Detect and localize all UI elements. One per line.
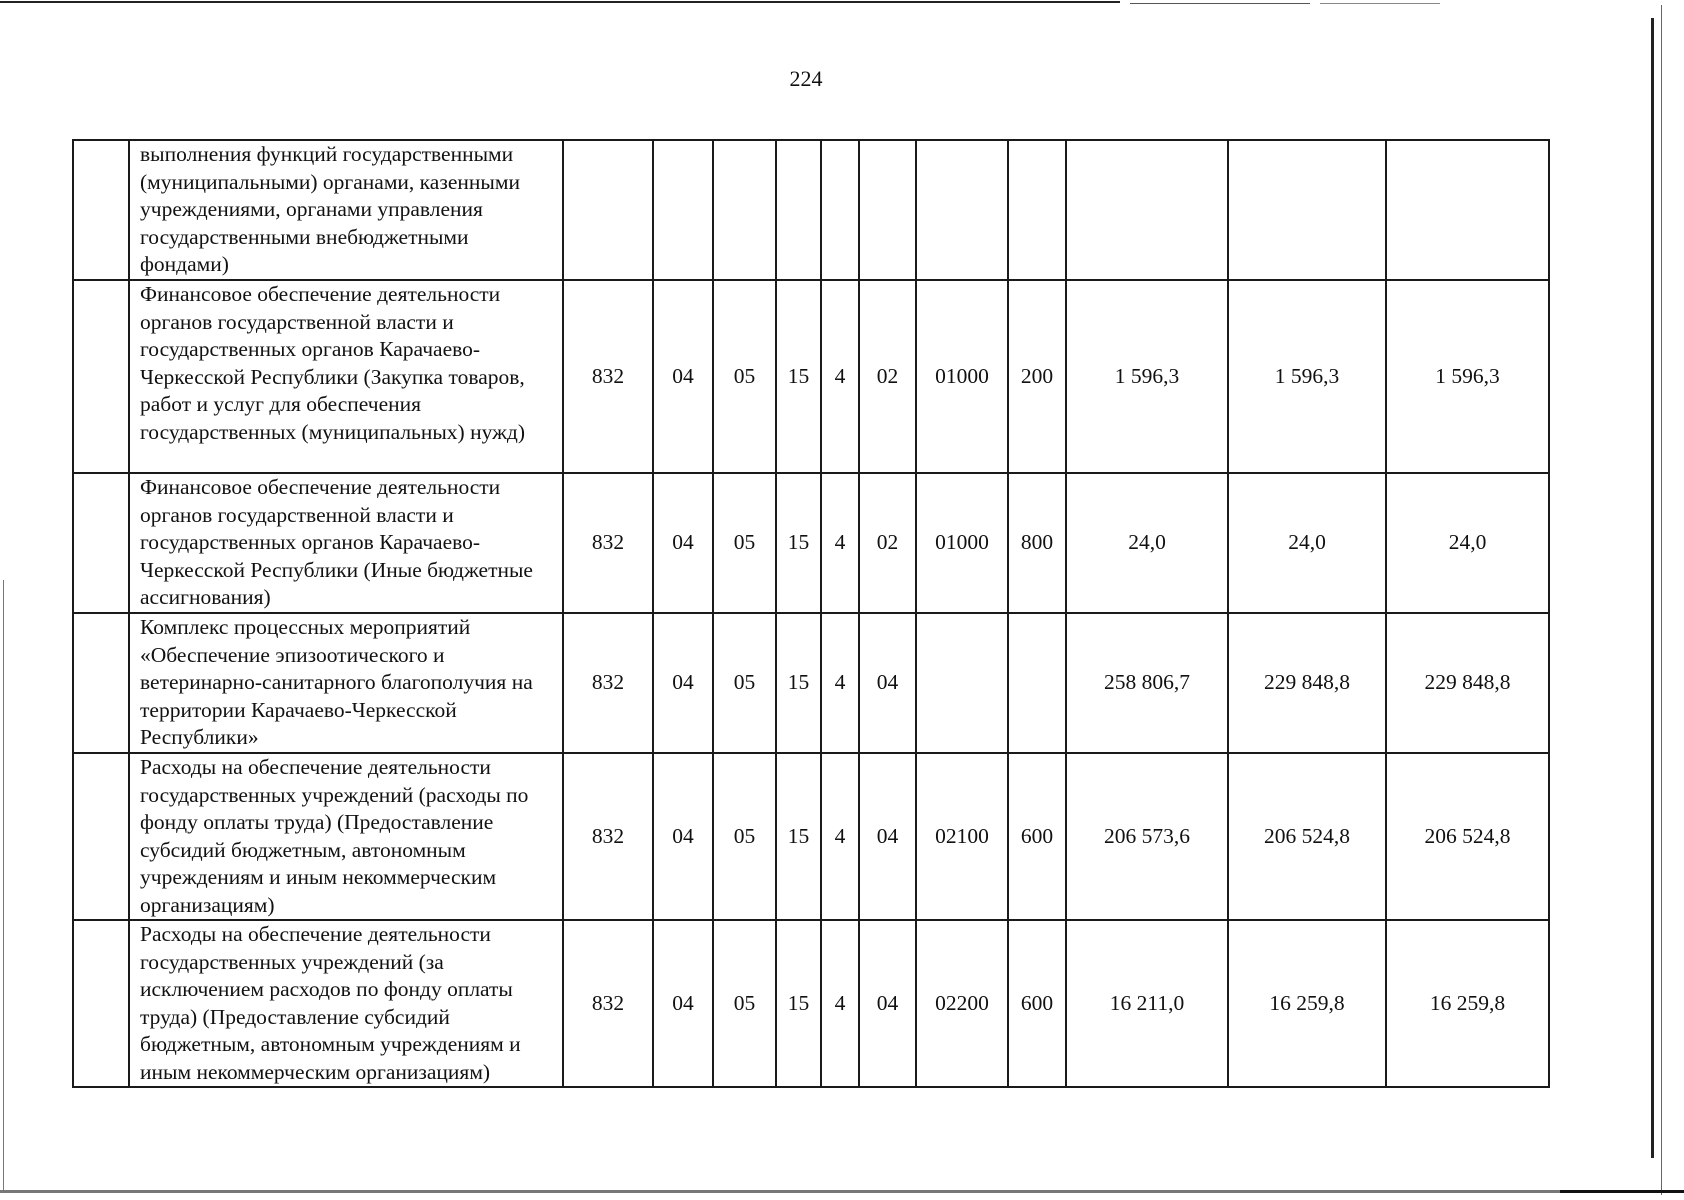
subprogram-code-cell: 4 — [821, 473, 859, 613]
amount-year3-cell: 229 848,8 — [1386, 613, 1549, 753]
main-event-code-cell: 04 — [859, 753, 916, 920]
subprogram-code-cell: 4 — [821, 920, 859, 1087]
scan-bottom-border — [0, 1190, 1684, 1193]
section-code-cell: 04 — [653, 473, 713, 613]
subsection-code-cell: 05 — [713, 753, 776, 920]
section-code-cell: 04 — [653, 280, 713, 473]
subprogram-code-cell — [821, 140, 859, 280]
description-cell: Финансовое обеспечение деятельности органов государственной власти и государственных органов Карачаево-Черкесской Республики (Закупка товаров, работ и услуг для обеспечения государственных (муниципальных) нужд) — [129, 280, 563, 473]
subsection-code-cell: 05 — [713, 280, 776, 473]
amount-year2-cell: 16 259,8 — [1228, 920, 1386, 1087]
subsection-code-cell: 05 — [713, 613, 776, 753]
amount-year3-cell: 1 596,3 — [1386, 280, 1549, 473]
program-code-cell: 15 — [776, 920, 821, 1087]
row-number-cell — [73, 473, 129, 613]
amount-year2-cell — [1228, 140, 1386, 280]
section-code-cell: 04 — [653, 613, 713, 753]
main-event-code-cell — [859, 140, 916, 280]
scan-top-border — [0, 0, 1684, 5]
program-code-cell: 15 — [776, 613, 821, 753]
scan-right-border — [1651, 18, 1654, 1158]
row-number-cell — [73, 140, 129, 280]
amount-year2-cell: 24,0 — [1228, 473, 1386, 613]
expense-type-cell — [1008, 613, 1066, 753]
table-row — [73, 473, 1549, 613]
expense-type-cell: 800 — [1008, 473, 1066, 613]
program-code-cell: 15 — [776, 753, 821, 920]
budget-table — [72, 139, 1550, 1088]
amount-year2-cell: 206 524,8 — [1228, 753, 1386, 920]
description-cell: Комплекс процессных мероприятий «Обеспечение эпизоотического и ветеринарно-санитарного благополучия на территории Карачаево-Черкесской Республики» — [129, 613, 563, 753]
main-event-code-cell: 04 — [859, 613, 916, 753]
direction-code-cell: 02200 — [916, 920, 1008, 1087]
scan-right-edge — [1661, 5, 1662, 1195]
subsection-code-cell: 05 — [713, 920, 776, 1087]
section-code-cell — [653, 140, 713, 280]
table-row — [73, 753, 1549, 920]
ministry-code-cell: 832 — [563, 613, 653, 753]
row-number-cell — [73, 280, 129, 473]
section-code-cell: 04 — [653, 920, 713, 1087]
amount-year1-cell: 16 211,0 — [1066, 920, 1228, 1087]
page-number: 224 — [789, 66, 823, 91]
subprogram-code-cell: 4 — [821, 280, 859, 473]
table-row — [73, 280, 1549, 473]
ministry-code-cell: 832 — [563, 280, 653, 473]
amount-year1-cell: 24,0 — [1066, 473, 1228, 613]
amount-year1-cell: 258 806,7 — [1066, 613, 1228, 753]
amount-year1-cell: 206 573,6 — [1066, 753, 1228, 920]
section-code-cell: 04 — [653, 753, 713, 920]
ministry-code-cell: 832 — [563, 920, 653, 1087]
row-number-cell — [73, 920, 129, 1087]
ministry-code-cell — [563, 140, 653, 280]
row-number-cell — [73, 613, 129, 753]
program-code-cell — [776, 140, 821, 280]
program-code-cell: 15 — [776, 473, 821, 613]
main-event-code-cell: 02 — [859, 473, 916, 613]
direction-code-cell — [916, 613, 1008, 753]
table-row — [73, 920, 1549, 1087]
main-event-code-cell: 04 — [859, 920, 916, 1087]
amount-year3-cell: 206 524,8 — [1386, 753, 1549, 920]
direction-code-cell: 01000 — [916, 473, 1008, 613]
description-cell: выполнения функций государственными (муниципальными) органами, казенными учреждениями, органами управления государственными внебюджетными фондами) — [129, 140, 563, 280]
expense-type-cell: 600 — [1008, 753, 1066, 920]
amount-year1-cell: 1 596,3 — [1066, 280, 1228, 473]
amount-year3-cell: 16 259,8 — [1386, 920, 1549, 1087]
description-cell: Расходы на обеспечение деятельности государственных учреждений (за исключением расходов по фонду оплаты труда) (Предоставление субсидий бюджетным, автономным учреждениям и иным некоммерческим организациям) — [129, 920, 563, 1087]
table-row — [73, 613, 1549, 753]
amount-year2-cell: 229 848,8 — [1228, 613, 1386, 753]
subsection-code-cell — [713, 140, 776, 280]
direction-code-cell — [916, 140, 1008, 280]
expense-type-cell — [1008, 140, 1066, 280]
amount-year3-cell: 24,0 — [1386, 473, 1549, 613]
amount-year1-cell — [1066, 140, 1228, 280]
ministry-code-cell: 832 — [563, 473, 653, 613]
amount-year2-cell: 1 596,3 — [1228, 280, 1386, 473]
description-cell: Расходы на обеспечение деятельности государственных учреждений (расходы по фонду оплаты труда) (Предоставление субсидий бюджетным, автономным учреждениям и иным некоммерческим организациям) — [129, 753, 563, 920]
scan-left-edge — [3, 580, 4, 1190]
subprogram-code-cell: 4 — [821, 753, 859, 920]
ministry-code-cell: 832 — [563, 753, 653, 920]
expense-type-cell: 200 — [1008, 280, 1066, 473]
subsection-code-cell: 05 — [713, 473, 776, 613]
table-row — [73, 140, 1549, 280]
amount-year3-cell — [1386, 140, 1549, 280]
row-number-cell — [73, 753, 129, 920]
program-code-cell: 15 — [776, 280, 821, 473]
description-cell: Финансовое обеспечение деятельности органов государственной власти и государственных органов Карачаево-Черкесской Республики (Иные бюджетные ассигнования) — [129, 473, 563, 613]
direction-code-cell: 02100 — [916, 753, 1008, 920]
expense-type-cell: 600 — [1008, 920, 1066, 1087]
main-event-code-cell: 02 — [859, 280, 916, 473]
direction-code-cell: 01000 — [916, 280, 1008, 473]
subprogram-code-cell: 4 — [821, 613, 859, 753]
